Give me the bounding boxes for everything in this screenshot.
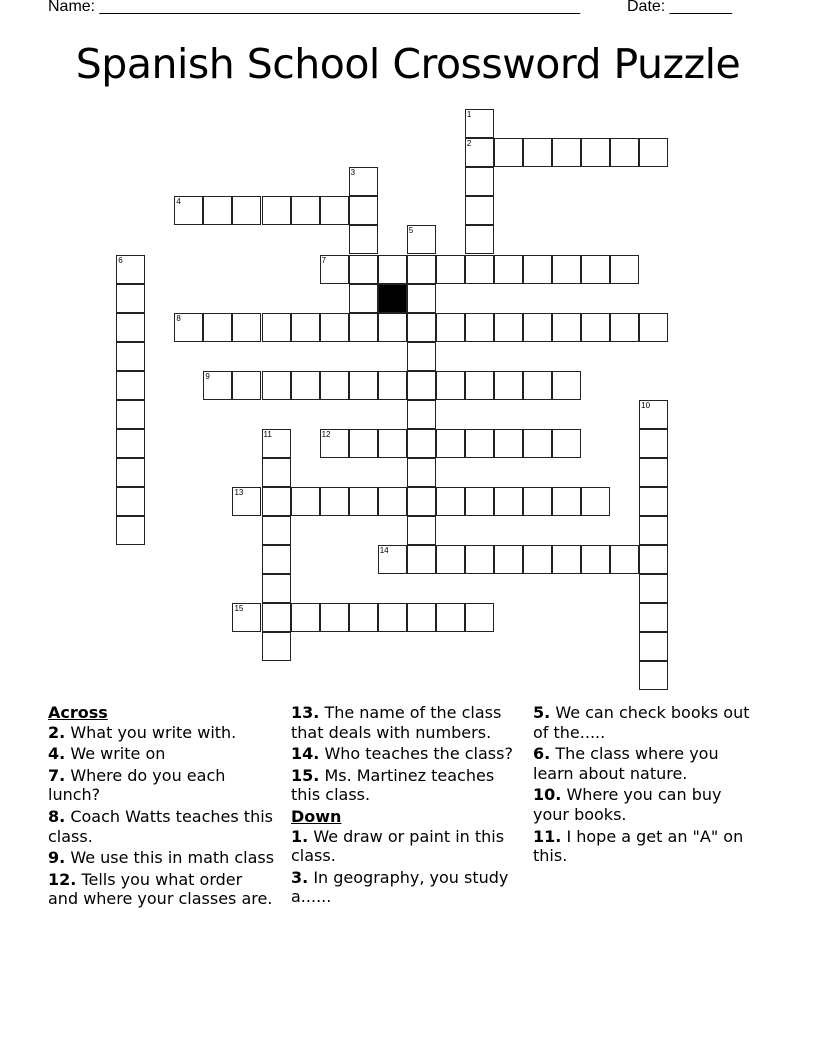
clue-across-8: 8. Coach Watts teaches this class. xyxy=(48,806,273,846)
grid-cell[interactable] xyxy=(494,371,523,400)
grid-cell[interactable] xyxy=(436,313,465,342)
cell-number: 14 xyxy=(379,546,389,555)
name-field[interactable]: Name: ______________________________________________________ xyxy=(48,0,581,15)
cell-number: 13 xyxy=(234,487,244,497)
cell-number: 12 xyxy=(321,429,331,439)
grid-cell[interactable] xyxy=(610,313,639,342)
grid-cell[interactable] xyxy=(262,371,291,400)
grid-cell[interactable] xyxy=(291,603,320,632)
grid-cell[interactable] xyxy=(378,429,407,458)
grid-cell[interactable] xyxy=(581,487,610,516)
grid-cell[interactable] xyxy=(378,545,407,574)
grid-cell[interactable] xyxy=(116,516,145,545)
grid-cell[interactable] xyxy=(407,255,436,284)
clue-across-12: 12. Tells you what order and where your classes are. xyxy=(48,869,273,909)
clues-column-2 xyxy=(291,703,527,909)
grid-cell[interactable] xyxy=(639,487,668,516)
grid-cell[interactable] xyxy=(465,167,494,196)
grid-cell[interactable] xyxy=(232,371,261,400)
clue-across-4: 4. We write on xyxy=(48,744,166,764)
cell-number: 7 xyxy=(321,255,327,265)
grid-cell[interactable] xyxy=(639,516,668,545)
grid-cell[interactable] xyxy=(378,255,407,284)
grid-cell[interactable] xyxy=(349,255,378,284)
grid-cell[interactable] xyxy=(639,632,668,661)
grid-cell[interactable] xyxy=(552,313,581,342)
grid-cell[interactable] xyxy=(232,196,261,225)
grid-cell[interactable] xyxy=(494,255,523,284)
grid-cell[interactable] xyxy=(465,225,494,254)
grid-cell[interactable] xyxy=(349,487,378,516)
grid-cell[interactable] xyxy=(407,225,436,254)
clues-column-1 xyxy=(48,703,276,911)
grid-cell[interactable] xyxy=(116,487,145,516)
grid-cell[interactable] xyxy=(116,429,145,458)
grid-cell[interactable] xyxy=(523,545,552,574)
grid-cell[interactable] xyxy=(407,545,436,574)
grid-cell[interactable] xyxy=(174,196,203,225)
grid-cell[interactable] xyxy=(232,487,261,516)
clues-column-3 xyxy=(533,703,753,868)
grid-cell[interactable] xyxy=(523,138,552,167)
grid-cell[interactable] xyxy=(349,167,378,196)
grid-cell[interactable] xyxy=(581,313,610,342)
clue-across-14: 14. Who teaches the class? xyxy=(291,744,513,764)
grid-cell[interactable] xyxy=(349,371,378,400)
grid-cell[interactable] xyxy=(320,603,349,632)
grid-cell[interactable] xyxy=(174,313,203,342)
grid-cell[interactable] xyxy=(407,284,436,313)
grid-cell[interactable] xyxy=(320,255,349,284)
clue-across-9: 9. We use this in math class xyxy=(48,848,275,868)
grid-cell[interactable] xyxy=(116,371,145,400)
grid-cell[interactable] xyxy=(378,313,407,342)
clue-down-1: 1. We draw or paint in this class. xyxy=(291,826,505,866)
cell-number: 5 xyxy=(408,226,414,236)
grid-cell[interactable] xyxy=(203,371,232,400)
grid-cell[interactable] xyxy=(639,429,668,458)
grid-cell[interactable] xyxy=(407,603,436,632)
grid-cell[interactable] xyxy=(116,313,145,342)
grid-cell[interactable] xyxy=(349,196,378,225)
down-heading: Down xyxy=(291,806,342,826)
grid-cell[interactable] xyxy=(639,313,668,342)
grid-cell[interactable] xyxy=(116,255,145,284)
grid-cell[interactable] xyxy=(291,196,320,225)
grid-cell[interactable] xyxy=(552,371,581,400)
grid-cell[interactable] xyxy=(465,138,494,167)
grid-cell[interactable] xyxy=(465,313,494,342)
grid-cell[interactable] xyxy=(610,255,639,284)
grid-cell[interactable] xyxy=(378,371,407,400)
grid-cell[interactable] xyxy=(465,255,494,284)
cell-number: 3 xyxy=(350,168,356,178)
grid-cell[interactable] xyxy=(436,487,465,516)
grid-cell[interactable] xyxy=(436,603,465,632)
cell-number: 6 xyxy=(118,255,123,265)
grid-cell[interactable] xyxy=(523,371,552,400)
cell-number: 8 xyxy=(176,313,181,323)
grid-cell[interactable] xyxy=(523,429,552,458)
grid-cell[interactable] xyxy=(465,603,494,632)
grid-cell[interactable] xyxy=(262,458,291,487)
grid-cell[interactable] xyxy=(494,487,523,516)
grid-cell[interactable] xyxy=(262,545,291,574)
black-square xyxy=(378,284,407,313)
grid-cell[interactable] xyxy=(349,284,378,313)
grid-cell[interactable] xyxy=(465,196,494,225)
grid-cell[interactable] xyxy=(552,255,581,284)
grid-cell[interactable] xyxy=(407,429,436,458)
clue-down-3: 3. In geography, you study a...... xyxy=(291,867,509,907)
grid-cell[interactable] xyxy=(494,545,523,574)
cell-number: 4 xyxy=(176,197,181,207)
grid-cell[interactable] xyxy=(465,109,494,138)
grid-cell[interactable] xyxy=(465,429,494,458)
grid-cell[interactable] xyxy=(407,313,436,342)
grid-cell[interactable] xyxy=(436,545,465,574)
grid-cell[interactable] xyxy=(349,313,378,342)
grid-cell[interactable] xyxy=(523,313,552,342)
grid-cell[interactable] xyxy=(320,313,349,342)
page-title: Spanish School Crossword Puzzle xyxy=(75,40,741,88)
grid-cell[interactable] xyxy=(494,313,523,342)
grid-cell[interactable] xyxy=(407,516,436,545)
grid-cell[interactable] xyxy=(407,371,436,400)
clue-across-13: 13. The name of the class that deals with numbers. xyxy=(291,703,502,742)
grid-cell[interactable] xyxy=(116,284,145,313)
grid-cell[interactable] xyxy=(639,603,668,632)
grid-cell[interactable] xyxy=(203,313,232,342)
grid-cell[interactable] xyxy=(291,487,320,516)
cell-number: 1 xyxy=(466,110,472,120)
clue-across-7: 7. Where do you each lunch? xyxy=(48,765,226,805)
grid-cell[interactable] xyxy=(116,400,145,429)
grid-cell[interactable] xyxy=(436,371,465,400)
grid-cell[interactable] xyxy=(552,545,581,574)
grid-cell[interactable] xyxy=(639,661,668,690)
grid-cell[interactable] xyxy=(291,313,320,342)
cell-number: 15 xyxy=(234,604,244,614)
grid-cell[interactable] xyxy=(232,313,261,342)
grid-cell[interactable] xyxy=(262,632,291,661)
grid-cell[interactable] xyxy=(436,429,465,458)
grid-cell[interactable] xyxy=(523,487,552,516)
grid-cell[interactable] xyxy=(320,196,349,225)
grid-cell[interactable] xyxy=(639,574,668,603)
grid-cell[interactable] xyxy=(262,487,291,516)
grid-cell[interactable] xyxy=(552,138,581,167)
grid-cell[interactable] xyxy=(581,255,610,284)
cell-number: 10 xyxy=(641,400,651,410)
grid-cell[interactable] xyxy=(639,138,668,167)
grid-cell[interactable] xyxy=(407,342,436,371)
grid-cell[interactable] xyxy=(262,574,291,603)
grid-cell[interactable] xyxy=(610,545,639,574)
grid-cell[interactable] xyxy=(581,545,610,574)
grid-cell[interactable] xyxy=(262,429,291,458)
grid-cell[interactable] xyxy=(262,313,291,342)
grid-cell[interactable] xyxy=(116,342,145,371)
grid-cell[interactable] xyxy=(262,603,291,632)
grid-cell[interactable] xyxy=(262,516,291,545)
grid-cell[interactable] xyxy=(349,429,378,458)
grid-cell[interactable] xyxy=(291,371,320,400)
grid-cell[interactable] xyxy=(639,400,668,429)
grid-cell[interactable] xyxy=(436,255,465,284)
grid-cell[interactable] xyxy=(378,487,407,516)
grid-cell[interactable] xyxy=(320,429,349,458)
grid-cell[interactable] xyxy=(639,545,668,574)
clue-down-5: 5. We can check books out of the..... xyxy=(533,703,750,742)
grid-cell[interactable] xyxy=(262,196,291,225)
grid-cell[interactable] xyxy=(407,487,436,516)
grid-cell[interactable] xyxy=(581,138,610,167)
grid-cell[interactable] xyxy=(465,487,494,516)
grid-cell[interactable] xyxy=(378,603,407,632)
grid-cell[interactable] xyxy=(320,371,349,400)
grid-cell[interactable] xyxy=(116,458,145,487)
grid-cell[interactable] xyxy=(407,458,436,487)
cell-number: 11 xyxy=(263,429,272,439)
grid-cell[interactable] xyxy=(610,138,639,167)
grid-cell[interactable] xyxy=(552,487,581,516)
clue-down-11: 11. I hope a get an "A" on this. xyxy=(533,826,744,866)
grid-cell[interactable] xyxy=(494,138,523,167)
grid-cell[interactable] xyxy=(552,429,581,458)
cell-number: 2 xyxy=(466,139,472,149)
grid-cell[interactable] xyxy=(349,225,378,254)
clue-down-10: 10. Where you can buy your books. xyxy=(533,785,722,824)
grid-cell[interactable] xyxy=(320,487,349,516)
clue-down-6: 6. The class where you learn about nature. xyxy=(533,744,719,783)
grid-cell[interactable] xyxy=(203,196,232,225)
across-heading: Across xyxy=(48,703,108,722)
grid-cell[interactable] xyxy=(494,429,523,458)
clue-across-15: 15. Ms. Martinez teaches this class. xyxy=(291,765,495,805)
grid-cell[interactable] xyxy=(523,255,552,284)
grid-cell[interactable] xyxy=(465,545,494,574)
grid-cell[interactable] xyxy=(232,603,261,632)
grid-cell[interactable] xyxy=(639,458,668,487)
date-field[interactable]: Date: _______ xyxy=(627,0,732,15)
grid-cell[interactable] xyxy=(407,400,436,429)
cell-number: 9 xyxy=(205,371,210,381)
grid-cell[interactable] xyxy=(465,371,494,400)
grid-cell[interactable] xyxy=(349,603,378,632)
clue-across-2: 2. What you write with. xyxy=(48,722,237,742)
